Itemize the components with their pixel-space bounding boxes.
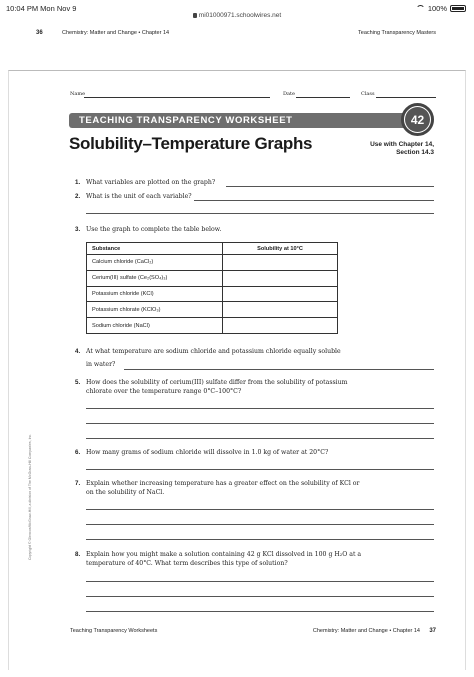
name-field[interactable] bbox=[84, 97, 270, 98]
answer-line[interactable] bbox=[86, 596, 434, 597]
question-text-cont: chlorate over the temperature range 0°C–100°C? bbox=[86, 388, 242, 395]
status-time: 10:04 PM Mon Nov 9 bbox=[6, 4, 77, 13]
use-with-line1: Use with Chapter 14, bbox=[370, 141, 434, 148]
worksheet-banner bbox=[69, 113, 421, 128]
question-text-cont: on the solubility of NaCl. bbox=[86, 489, 165, 496]
question-number: 7. bbox=[75, 480, 81, 487]
footer-page-number: 37 bbox=[429, 628, 436, 634]
question-number: 3. bbox=[75, 226, 81, 233]
solubility-answer-cell[interactable] bbox=[223, 318, 338, 334]
solubility-answer-cell[interactable] bbox=[223, 286, 338, 302]
table-row bbox=[87, 286, 338, 302]
worksheet-page bbox=[8, 70, 466, 670]
name-label: Name bbox=[70, 91, 86, 97]
question-number: 4. bbox=[75, 348, 81, 355]
previous-page-header bbox=[36, 30, 436, 40]
answer-line[interactable] bbox=[86, 438, 434, 439]
footer-left-text: Teaching Transparency Worksheets bbox=[70, 628, 158, 634]
url-text: mi01000971.schoolwires.net bbox=[198, 12, 282, 19]
substance-cell: Calcium chloride (CaCl₂) bbox=[87, 255, 223, 271]
url-bar[interactable] bbox=[0, 12, 474, 19]
header-right-text: Teaching Transparency Masters bbox=[358, 30, 436, 36]
solubility-answer-cell[interactable] bbox=[223, 255, 338, 271]
question-text: How does the solubility of cerium(III) sulfate differ from the solubility of potassium bbox=[86, 379, 348, 386]
question-text-cont: in water? bbox=[86, 361, 116, 368]
answer-line[interactable] bbox=[86, 423, 434, 424]
table-row bbox=[87, 318, 338, 334]
answer-line[interactable] bbox=[86, 581, 434, 582]
use-with-line2: Section 14.3 bbox=[396, 149, 434, 156]
question-number: 1. bbox=[75, 179, 81, 186]
table-row bbox=[87, 302, 338, 318]
page-title: Solubility–Temperature Graphs bbox=[69, 134, 313, 153]
question-4 bbox=[75, 347, 341, 369]
class-field[interactable] bbox=[376, 97, 436, 98]
question-text: What is the unit of each variable? bbox=[86, 193, 192, 200]
question-3 bbox=[75, 225, 221, 234]
question-text: Explain whether increasing temperature has a greater effect on the solubility of KCl or bbox=[86, 480, 360, 487]
header-solubility: Solubility at 10°C bbox=[223, 243, 338, 255]
question-text: At what temperature are sodium chloride and potassium chloride equally soluble bbox=[86, 348, 341, 355]
answer-line[interactable] bbox=[86, 469, 434, 470]
solubility-table bbox=[86, 242, 338, 334]
answer-line[interactable] bbox=[226, 186, 434, 187]
question-text: What variables are plotted on the graph? bbox=[86, 179, 216, 186]
page-number-top: 36 bbox=[36, 30, 43, 36]
substance-cell: Sodium chloride (NaCl) bbox=[87, 318, 223, 334]
substance-cell: Cerium(III) sulfate (Ce₂(SO₄)₃) bbox=[87, 270, 223, 286]
answer-line[interactable] bbox=[194, 200, 434, 201]
date-label: Date bbox=[283, 91, 295, 97]
worksheet-number-badge bbox=[401, 103, 434, 136]
question-1 bbox=[75, 178, 215, 187]
answer-line[interactable] bbox=[86, 539, 434, 540]
footer-right-text: Chemistry: Matter and Change • Chapter 14 bbox=[312, 628, 420, 634]
question-number: 5. bbox=[75, 379, 81, 386]
question-6 bbox=[75, 448, 328, 457]
solubility-answer-cell[interactable] bbox=[223, 270, 338, 286]
question-7 bbox=[75, 479, 359, 497]
header-substance: Substance bbox=[87, 243, 223, 255]
question-text: Explain how you might make a solution containing 42 g KCl dissolved in 100 g H₂O at a bbox=[86, 551, 362, 558]
question-8 bbox=[75, 550, 361, 568]
table-header-row bbox=[87, 243, 338, 255]
battery-icon bbox=[450, 5, 466, 12]
answer-line[interactable] bbox=[124, 369, 434, 370]
question-text-cont: temperature of 40°C. What term describes this type of solution? bbox=[86, 560, 288, 567]
answer-line[interactable] bbox=[86, 408, 434, 409]
question-2 bbox=[75, 192, 192, 201]
wifi-icon bbox=[416, 5, 425, 12]
question-text: Use the graph to complete the table below. bbox=[86, 226, 222, 233]
question-number: 6. bbox=[75, 449, 81, 456]
date-field[interactable] bbox=[296, 97, 350, 98]
question-5 bbox=[75, 378, 348, 396]
answer-line[interactable] bbox=[86, 509, 434, 510]
battery-percent: 100% bbox=[427, 4, 447, 13]
banner-text: TEACHING TRANSPARENCY WORKSHEET bbox=[79, 115, 293, 126]
question-number: 2. bbox=[75, 193, 81, 200]
answer-line[interactable] bbox=[86, 524, 434, 525]
class-label: Class bbox=[361, 91, 375, 97]
question-number: 8. bbox=[75, 551, 81, 558]
table-row bbox=[87, 255, 338, 271]
worksheet-number: 42 bbox=[405, 107, 430, 132]
lock-icon bbox=[193, 13, 197, 18]
question-text: How many grams of sodium chloride will dissolve in 1.0 kg of water at 20°C? bbox=[86, 449, 329, 456]
answer-line[interactable] bbox=[86, 213, 434, 214]
page-footer bbox=[70, 628, 436, 638]
copyright-notice: Copyright © Glencoe/McGraw-Hill, a division of The McGraw-Hill Companies, Inc. bbox=[28, 433, 32, 560]
use-with-note bbox=[370, 141, 434, 157]
table-row bbox=[87, 270, 338, 286]
substance-cell: Potassium chloride (KCl) bbox=[87, 286, 223, 302]
header-left-text: Chemistry: Matter and Change • Chapter 14 bbox=[62, 30, 170, 36]
answer-line[interactable] bbox=[86, 611, 434, 612]
solubility-answer-cell[interactable] bbox=[223, 302, 338, 318]
name-date-class-row bbox=[70, 91, 436, 99]
substance-cell: Potassium chlorate (KClO₃) bbox=[87, 302, 223, 318]
